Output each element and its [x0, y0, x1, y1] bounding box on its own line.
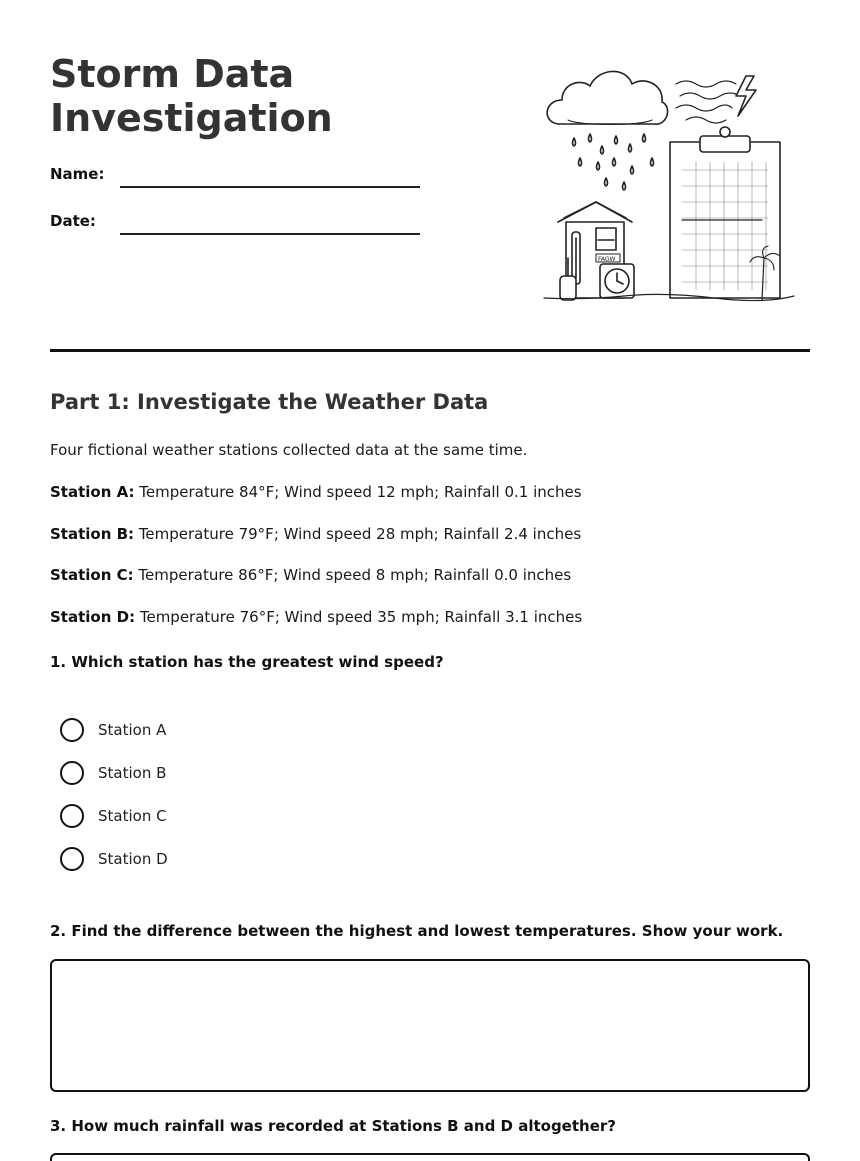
radio-circle[interactable] [60, 804, 84, 828]
option-station-c[interactable] [60, 803, 167, 829]
station-values: Temperature 76°F; Wind speed 35 mph; Rainfall 3.1 inches [135, 608, 583, 626]
option-label: Station A [98, 721, 167, 739]
option-station-b[interactable] [60, 760, 166, 786]
question-2: 2. Find the difference between the highest and lowest temperatures. Show your work. [50, 922, 784, 940]
instrument-label: FAGW [598, 256, 616, 263]
option-station-d[interactable] [60, 846, 168, 872]
station-label: Station B: [50, 525, 135, 543]
title-line-1: Storm Data [50, 52, 295, 96]
station-label: Station A: [50, 483, 135, 501]
rain-cloud-icon [547, 71, 667, 190]
name-label: Name: [50, 165, 105, 183]
station-label: Station C: [50, 566, 134, 584]
lightning-icon [676, 76, 756, 123]
station-label: Station D: [50, 608, 136, 626]
option-label: Station D [98, 850, 168, 868]
station-values: Temperature 79°F; Wind speed 28 mph; Rainfall 2.4 inches [134, 525, 582, 543]
radio-circle[interactable] [60, 718, 84, 742]
clock-icon [600, 264, 634, 298]
part-1-title: Part 1: Investigate the Weather Data [50, 390, 489, 414]
date-label: Date: [50, 212, 96, 230]
station-values: Temperature 86°F; Wind speed 8 mph; Rainfall 0.0 inches [133, 566, 572, 584]
name-field[interactable] [120, 186, 420, 188]
station-values: Temperature 84°F; Wind speed 12 mph; Rainfall 0.1 inches [134, 483, 582, 501]
date-field[interactable] [120, 233, 420, 235]
intro-text: Four fictional weather stations collected data at the same time. [50, 441, 528, 459]
option-label: Station C [98, 807, 167, 825]
title-line-2: Investigation [50, 96, 333, 140]
station-d-data [50, 593, 582, 641]
radio-circle[interactable] [60, 761, 84, 785]
station-a-data [50, 468, 582, 516]
question-1: 1. Which station has the greatest wind speed? [50, 653, 444, 671]
radio-circle[interactable] [60, 847, 84, 871]
answer-box-question-2[interactable] [50, 959, 810, 1092]
option-station-a[interactable] [60, 717, 166, 743]
answer-box-question-3[interactable] [50, 1153, 810, 1161]
question-3: 3. How much rainfall was recorded at Stations B and D altogether? [50, 1117, 616, 1135]
section-divider [50, 349, 810, 352]
option-label: Station B [98, 764, 167, 782]
station-c-data [50, 551, 571, 599]
storm-weather-illustration [540, 62, 800, 307]
worksheet-title [50, 52, 470, 140]
